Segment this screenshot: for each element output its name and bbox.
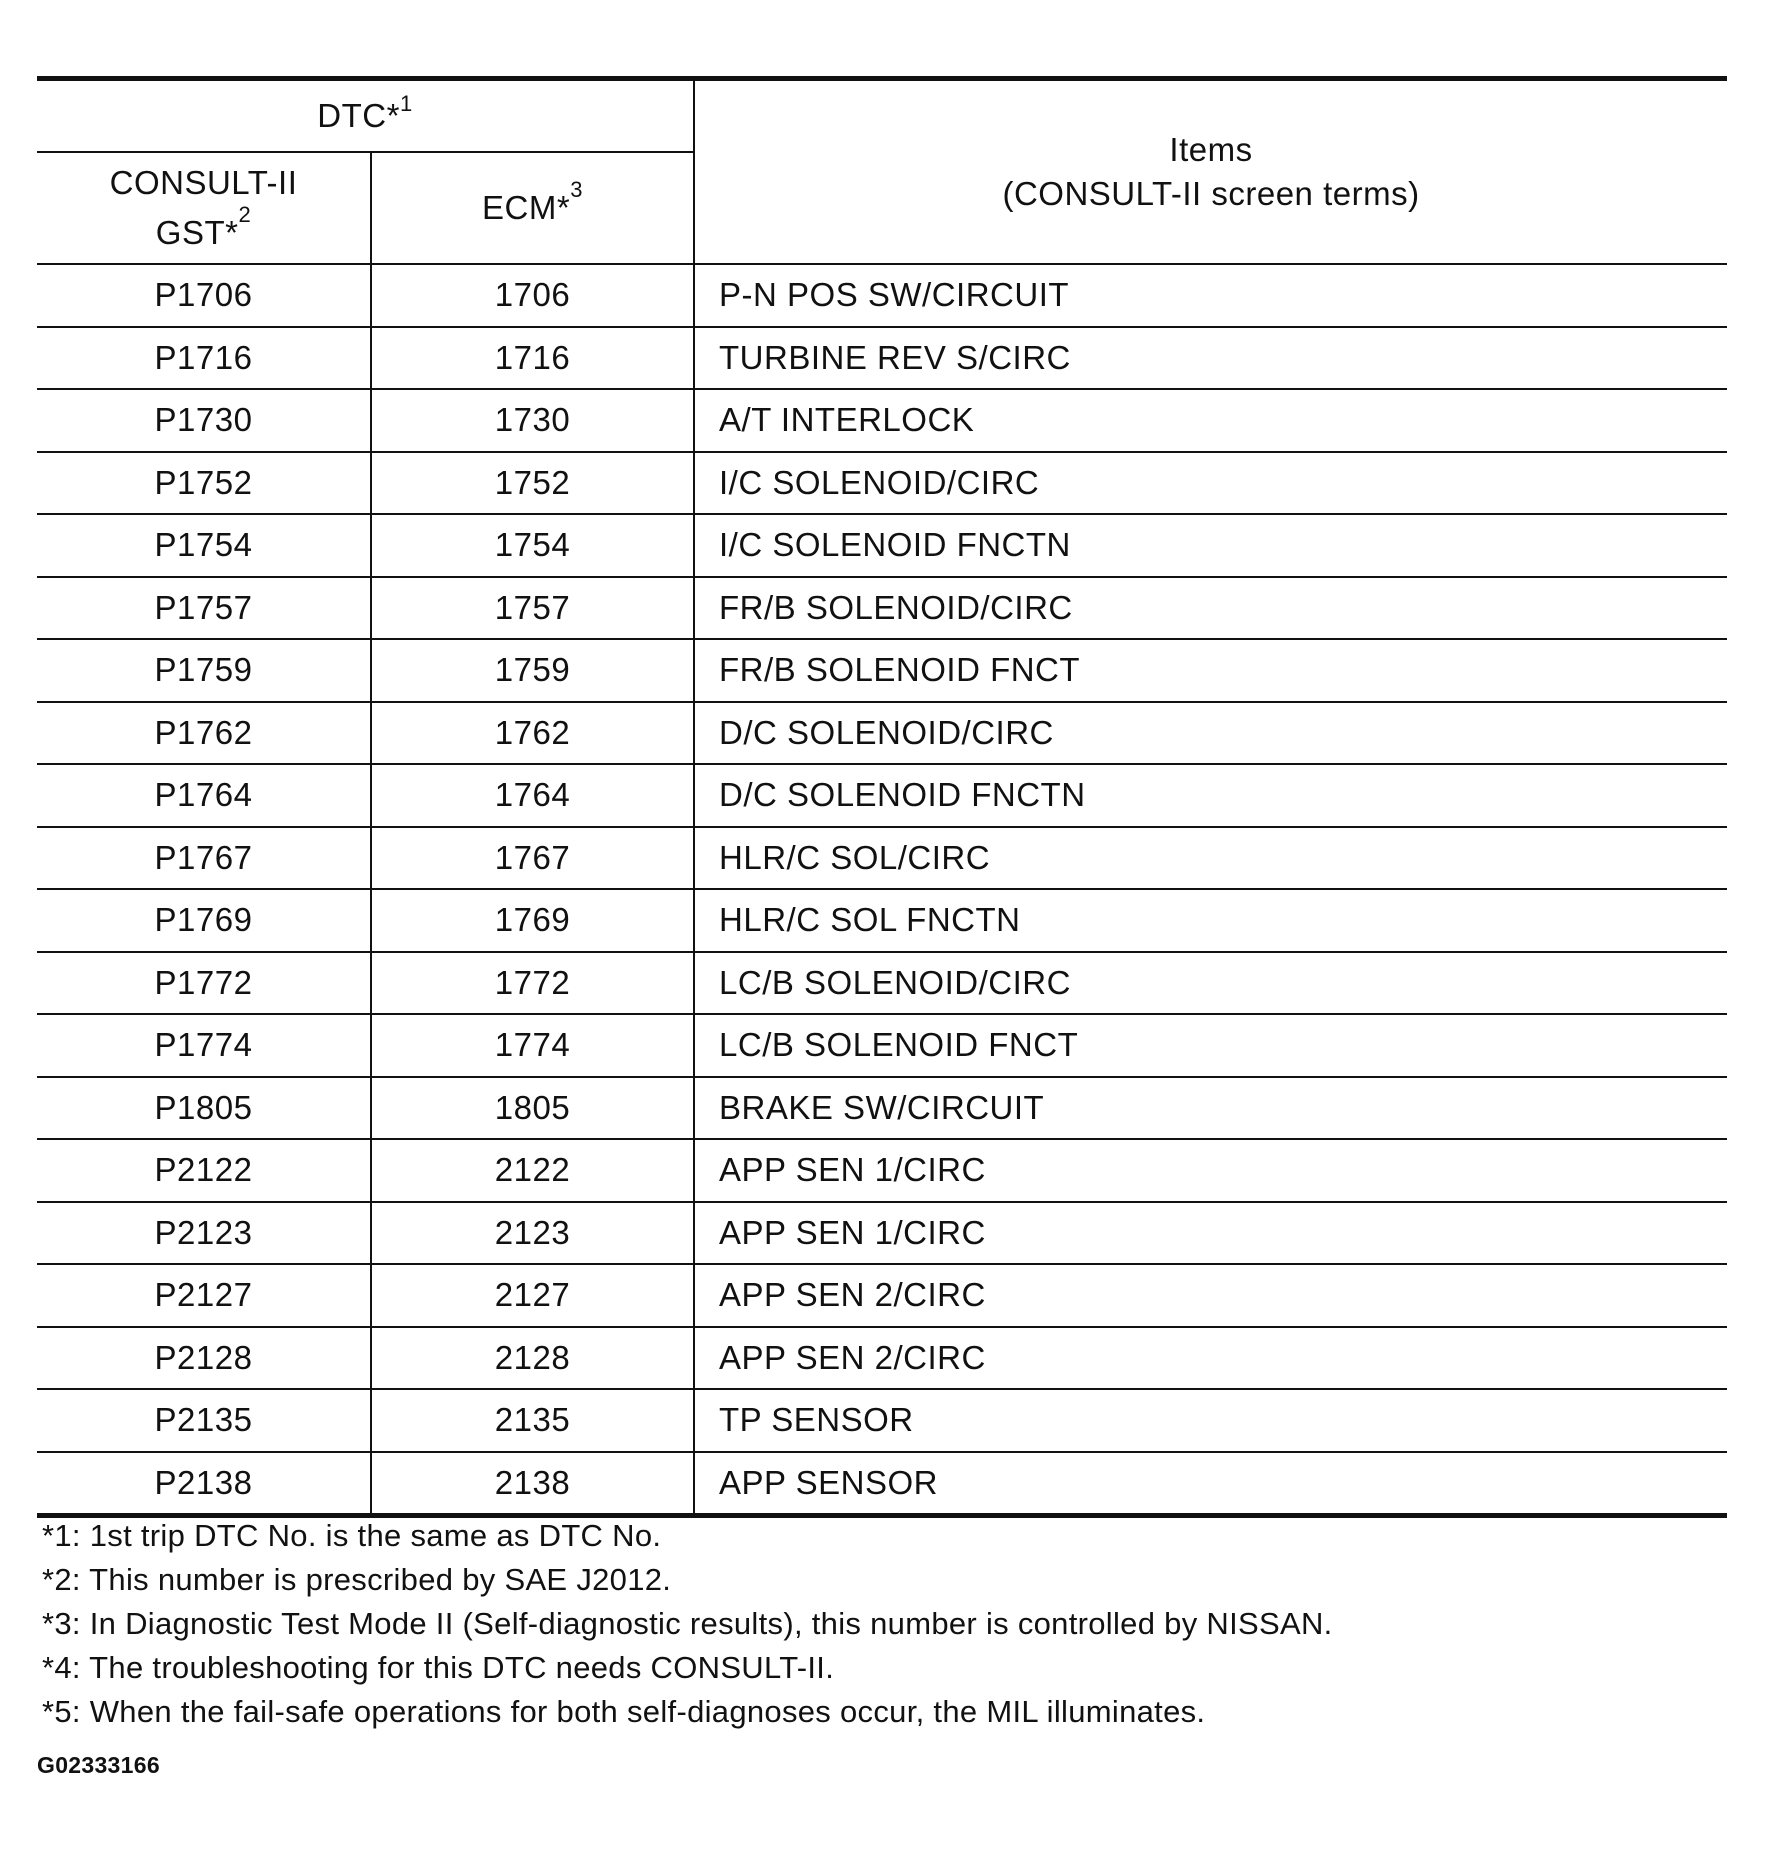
table-row [37, 764, 1727, 827]
dtc-ecm-cell: 2128 [371, 1327, 694, 1390]
dtc-ecm-cell: 1730 [371, 389, 694, 452]
header-items [694, 79, 1727, 265]
dtc-gst-cell: P1774 [37, 1014, 371, 1077]
table-row [37, 1327, 1727, 1390]
dtc-item-cell: LC/B SOLENOID FNCT [694, 1014, 1727, 1077]
header-ecm [371, 152, 694, 264]
figure-id: G02333166 [37, 1752, 160, 1778]
dtc-item-cell: I/C SOLENOID FNCTN [694, 514, 1727, 577]
header-dtc-footnote-ref: 1 [399, 91, 413, 116]
table-row [37, 952, 1727, 1015]
dtc-ecm-cell: 1757 [371, 577, 694, 640]
footnote: *5: When the fail-safe operations for both self-diagnoses occur, the MIL illuminates. [42, 1694, 1206, 1729]
dtc-ecm-cell: 2123 [371, 1202, 694, 1265]
dtc-item-cell: LC/B SOLENOID/CIRC [694, 952, 1727, 1015]
header-dtc [37, 79, 694, 153]
dtc-item-cell: A/T INTERLOCK [694, 389, 1727, 452]
table-row [37, 577, 1727, 640]
dtc-ecm-cell: 2122 [371, 1139, 694, 1202]
table-row [37, 389, 1727, 452]
dtc-item-cell: P-N POS SW/CIRCUIT [694, 264, 1727, 327]
dtc-gst-cell: P2128 [37, 1327, 371, 1390]
footnote: *4: The troubleshooting for this DTC needs CONSULT-II. [42, 1650, 835, 1685]
footnote: *2: This number is prescribed by SAE J2012. [42, 1562, 672, 1597]
dtc-gst-cell: P1754 [37, 514, 371, 577]
dtc-ecm-cell: 1754 [371, 514, 694, 577]
dtc-gst-cell: P1767 [37, 827, 371, 890]
header-ecm-footnote-ref: 3 [570, 177, 583, 202]
dtc-item-cell: FR/B SOLENOID FNCT [694, 639, 1727, 702]
dtc-gst-cell: P2135 [37, 1389, 371, 1452]
dtc-ecm-cell: 2138 [371, 1452, 694, 1516]
header-ecm-label: ECM* [482, 189, 571, 226]
dtc-gst-cell: P1759 [37, 639, 371, 702]
dtc-gst-cell: P2123 [37, 1202, 371, 1265]
table-row [37, 702, 1727, 765]
dtc-gst-cell: P2122 [37, 1139, 371, 1202]
footnote: *1: 1st trip DTC No. is the same as DTC No. [42, 1518, 662, 1553]
dtc-item-cell: BRAKE SW/CIRCUIT [694, 1077, 1727, 1140]
header-consult-line1: CONSULT-II [109, 164, 298, 201]
header-consult-line2: GST* [155, 214, 239, 251]
table-row [37, 1139, 1727, 1202]
dtc-item-cell: APP SEN 1/CIRC [694, 1139, 1727, 1202]
dtc-item-cell: D/C SOLENOID FNCTN [694, 764, 1727, 827]
table-row [37, 1264, 1727, 1327]
dtc-gst-cell: P2138 [154, 1463, 253, 1501]
table-row [37, 1452, 1727, 1516]
table-row [37, 327, 1727, 390]
header-dtc-label: DTC* [317, 97, 400, 134]
table-body [37, 264, 1727, 1516]
dtc-item-cell: APP SEN 2/CIRC [694, 1264, 1727, 1327]
dtc-item-cell: APP SENSOR [694, 1452, 1727, 1516]
table-row [37, 1202, 1727, 1265]
dtc-item-cell: HLR/C SOL/CIRC [694, 827, 1727, 890]
table-row [37, 452, 1727, 515]
dtc-ecm-cell: 2135 [371, 1389, 694, 1452]
dtc-gst-cell: P1772 [37, 952, 371, 1015]
dtc-item-cell: APP SEN 2/CIRC [694, 1327, 1727, 1390]
table-row [37, 827, 1727, 890]
dtc-item-cell: TURBINE REV S/CIRC [694, 327, 1727, 390]
dtc-ecm-cell: 1759 [371, 639, 694, 702]
dtc-item-cell: D/C SOLENOID/CIRC [694, 702, 1727, 765]
dtc-item-cell: TP SENSOR [694, 1389, 1727, 1452]
table-row [37, 639, 1727, 702]
dtc-ecm-cell: 1706 [371, 264, 694, 327]
dtc-item-cell: I/C SOLENOID/CIRC [694, 452, 1727, 515]
dtc-ecm-cell: 1774 [371, 1014, 694, 1077]
table-row [37, 264, 1727, 327]
dtc-gst-cell: P1764 [37, 764, 371, 827]
dtc-item-cell: HLR/C SOL FNCTN [694, 889, 1727, 952]
header-items-line2: (CONSULT-II screen terms) [1002, 175, 1420, 212]
header-gst-footnote-ref: 2 [238, 202, 252, 227]
dtc-ecm-cell: 1805 [371, 1077, 694, 1140]
dtc-gst-cell: P1769 [37, 889, 371, 952]
dtc-gst-cell: P1762 [37, 702, 371, 765]
table-row [37, 1077, 1727, 1140]
dtc-ecm-cell: 1769 [371, 889, 694, 952]
table-row [37, 889, 1727, 952]
dtc-ecm-cell: 1762 [371, 702, 694, 765]
dtc-ecm-cell: 1772 [371, 952, 694, 1015]
header-consult-gst [37, 152, 371, 264]
table-row [37, 1389, 1727, 1452]
dtc-gst-cell: P2127 [37, 1264, 371, 1327]
dtc-gst-cell: P1757 [37, 577, 371, 640]
dtc-ecm-cell: 2127 [371, 1264, 694, 1327]
footnote: *3: In Diagnostic Test Mode II (Self-diagnostic results), this number is controlled by NISSAN. [42, 1606, 1333, 1641]
dtc-ecm-cell: 1764 [371, 764, 694, 827]
header-items-line1: Items [1169, 131, 1253, 168]
dtc-gst-cell: P1730 [37, 389, 371, 452]
dtc-ecm-cell: 1752 [371, 452, 694, 515]
table-row [37, 1014, 1727, 1077]
dtc-item-cell: APP SEN 1/CIRC [694, 1202, 1727, 1265]
dtc-item-cell: FR/B SOLENOID/CIRC [694, 577, 1727, 640]
dtc-gst-cell: P1716 [37, 327, 371, 390]
footnotes [42, 1514, 1732, 1734]
dtc-gst-cell: P1706 [37, 264, 371, 327]
table-row [37, 514, 1727, 577]
dtc-ecm-cell: 1767 [371, 827, 694, 890]
dtc-gst-cell: P1805 [37, 1077, 371, 1140]
dtc-table [37, 76, 1727, 1518]
dtc-gst-cell: P1752 [37, 452, 371, 515]
dtc-ecm-cell: 1716 [371, 327, 694, 390]
